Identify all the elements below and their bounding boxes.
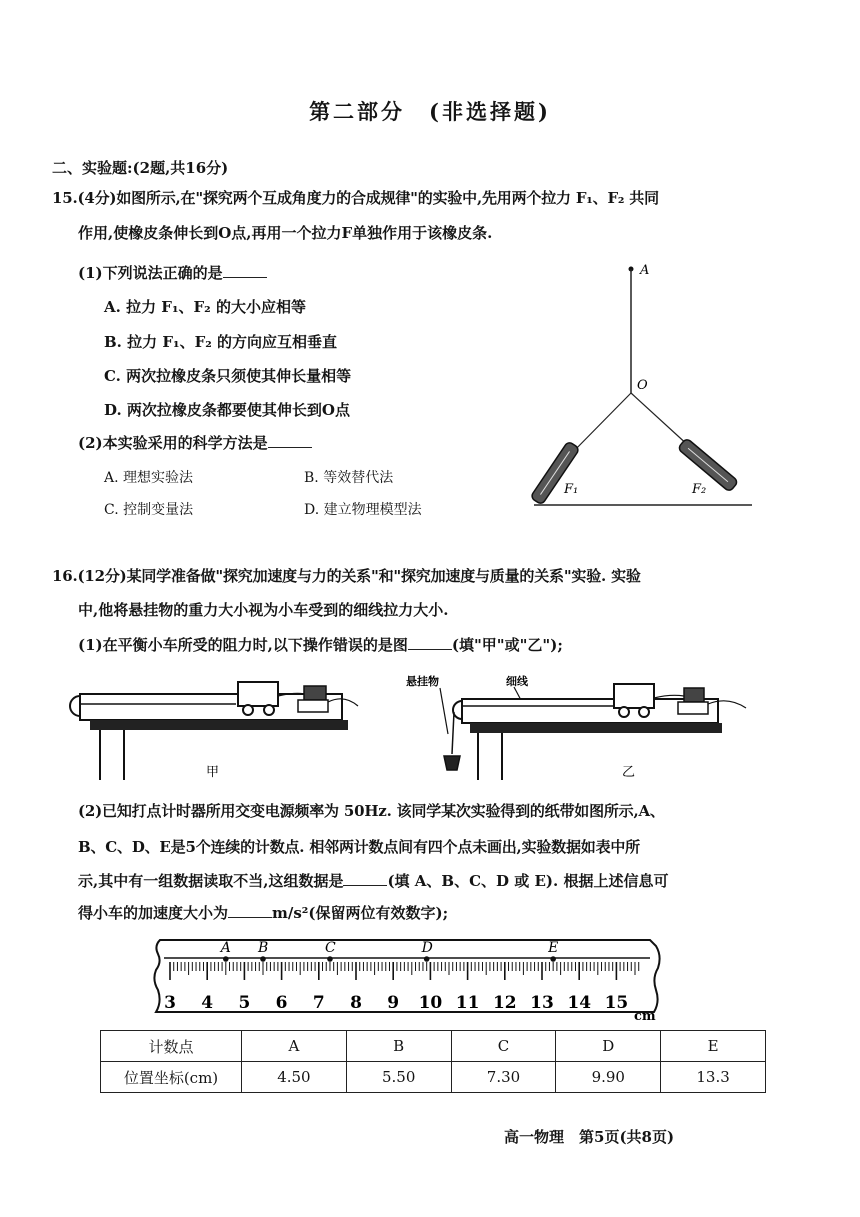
label-jia: 甲 bbox=[206, 765, 220, 780]
q16-sub2-line2: B、C、D、E是5个连续的计数点. 相邻两计数点间有四个点未画出,实验数据如表中所 bbox=[78, 838, 640, 856]
table-header-label: 计数点 bbox=[101, 1031, 242, 1062]
q15-method-d: D. 建立物理模型法 bbox=[304, 502, 422, 518]
label-f1: F₁ bbox=[564, 482, 579, 497]
cart bbox=[238, 682, 278, 706]
q15-sub1-text: (1)下列说法正确的是 bbox=[78, 264, 223, 282]
ruler-tape-figure bbox=[150, 932, 670, 1024]
q16-sub2-line4-b: m/s²(保留两位有效数字); bbox=[272, 904, 449, 922]
q15-method-a: A. 理想实验法 bbox=[104, 470, 194, 486]
timer bbox=[684, 688, 704, 702]
ruler-number: 5 bbox=[238, 993, 251, 1013]
table-value-e: 13.3 bbox=[661, 1062, 766, 1093]
ruler-number: 11 bbox=[455, 993, 480, 1013]
label-a: A bbox=[640, 263, 650, 278]
answer-blank bbox=[408, 635, 452, 650]
ruler-number: 3 bbox=[164, 993, 176, 1013]
tape-point-label: B bbox=[258, 940, 269, 956]
q16-sub2-line3 bbox=[78, 870, 668, 891]
ruler-number: 4 bbox=[201, 993, 214, 1013]
tape-point-label: C bbox=[324, 940, 336, 956]
answer-blank bbox=[228, 903, 272, 918]
table-col-e: E bbox=[661, 1031, 766, 1062]
label-string: 细线 bbox=[506, 675, 528, 688]
table-value-c: 7.30 bbox=[451, 1062, 556, 1093]
spring-scale-2 bbox=[677, 438, 738, 492]
table-col-d: D bbox=[556, 1031, 661, 1062]
table-top bbox=[90, 720, 348, 730]
answer-blank bbox=[343, 871, 387, 886]
tape-point bbox=[424, 956, 430, 962]
q15-method-b: B. 等效替代法 bbox=[304, 470, 394, 486]
table-row bbox=[101, 1062, 766, 1093]
q16-sub1 bbox=[78, 634, 563, 655]
table-value-d: 9.90 bbox=[556, 1062, 661, 1093]
tape-point bbox=[223, 956, 229, 962]
part-title: 第二部分 (非选择题) bbox=[309, 99, 551, 124]
tape-point bbox=[260, 956, 266, 962]
table-col-a: A bbox=[242, 1031, 347, 1062]
label-hanging: 悬挂物 bbox=[406, 675, 439, 688]
q16-sub1-hint: (填"甲"或"乙"); bbox=[451, 636, 563, 654]
table-header-row bbox=[101, 1031, 766, 1062]
ruler-number: 9 bbox=[387, 993, 400, 1013]
table-value-b: 5.50 bbox=[346, 1062, 451, 1093]
tape-point-label: A bbox=[220, 940, 231, 956]
q16-sub2-line4 bbox=[78, 902, 448, 923]
label-yi: 乙 bbox=[622, 765, 636, 780]
table-col-c: C bbox=[451, 1031, 556, 1062]
table-col-b: B bbox=[346, 1031, 451, 1062]
tape-point bbox=[327, 956, 333, 962]
q15-stem-line2: 作用,使橡皮条伸长到O点,再用一个拉力F单独作用于该橡皮条. bbox=[78, 224, 493, 242]
q15-option-a: A. 拉力 F₁、F₂ 的大小应相等 bbox=[104, 298, 306, 316]
q16-stem-line2: 中,他将悬挂物的重力大小视为小车受到的细线拉力大小. bbox=[78, 601, 449, 619]
ruler-unit: cm bbox=[634, 1009, 656, 1024]
q16-sub2-line3-a: 示,其中有一组数据读取不当,这组数据是 bbox=[78, 872, 344, 890]
label-f2: F₂ bbox=[692, 482, 707, 497]
section-heading: 二、实验题:(2题,共16分) bbox=[52, 159, 229, 177]
q16-sub2-line4-a: 得小车的加速度大小为 bbox=[78, 904, 229, 922]
q16-stem-line1: 16.(12分)某同学准备做"探究加速度与力的关系"和"探究加速度与质量的关系"实验. 实验 bbox=[52, 567, 641, 585]
q15-sub2-text: (2)本实验采用的科学方法是 bbox=[78, 434, 268, 452]
q15-stem-line1: 15.(4分)如图所示,在"探究两个互成角度力的合成规律"的实验中,先用两个拉力 F₁、F₂ 共同 bbox=[52, 189, 659, 207]
q16-sub1-text: (1)在平衡小车所受的阻力时,以下操作错误的是图 bbox=[78, 636, 408, 654]
answer-blank bbox=[268, 433, 312, 448]
ruler-number: 14 bbox=[567, 993, 592, 1013]
page-footer: 高一物理 第5页(共8页) bbox=[504, 1128, 675, 1146]
ruler-number: 10 bbox=[418, 993, 443, 1013]
q16-sub2-line3-b: (填 A、B、C、D 或 E). 根据上述信息可 bbox=[387, 872, 669, 890]
q16-sub2-line1: (2)已知打点计时器所用交变电源频率为 50Hz. 该同学某次实验得到的纸带如图所示,A、 bbox=[78, 802, 665, 820]
string-2 bbox=[631, 393, 690, 447]
hanging-weight bbox=[444, 756, 460, 770]
ruler-number: 13 bbox=[530, 993, 554, 1013]
tape-point-label: E bbox=[548, 940, 559, 956]
q15-method-c: C. 控制变量法 bbox=[104, 502, 194, 518]
table-top bbox=[470, 723, 722, 733]
ruler-number: 6 bbox=[275, 993, 288, 1013]
label-o: O bbox=[637, 378, 648, 393]
tape-point-label: D bbox=[421, 940, 433, 956]
ruler-number: 15 bbox=[604, 993, 629, 1013]
ruler-number: 12 bbox=[492, 993, 517, 1013]
q15-sub1 bbox=[78, 262, 267, 283]
answer-blank bbox=[223, 263, 267, 278]
tape-point bbox=[550, 956, 556, 962]
table-value-a: 4.50 bbox=[242, 1062, 347, 1093]
timer bbox=[304, 686, 326, 700]
figure-jia bbox=[66, 672, 366, 784]
q15-option-d: D. 两次拉橡皮条都要使其伸长到O点 bbox=[104, 401, 350, 419]
q15-option-c: C. 两次拉橡皮条只须使其伸长量相等 bbox=[104, 367, 352, 385]
table-row-label: 位置坐标(cm) bbox=[101, 1062, 242, 1093]
figure-yi bbox=[402, 672, 762, 784]
data-table bbox=[100, 1030, 766, 1093]
ruler-number: 7 bbox=[312, 993, 325, 1013]
ruler-number: 8 bbox=[350, 993, 362, 1013]
cart bbox=[614, 684, 654, 708]
q15-sub2 bbox=[78, 432, 312, 453]
q15-option-b: B. 拉力 F₁、F₂ 的方向应互相垂直 bbox=[104, 333, 338, 351]
force-diagram bbox=[520, 255, 770, 520]
